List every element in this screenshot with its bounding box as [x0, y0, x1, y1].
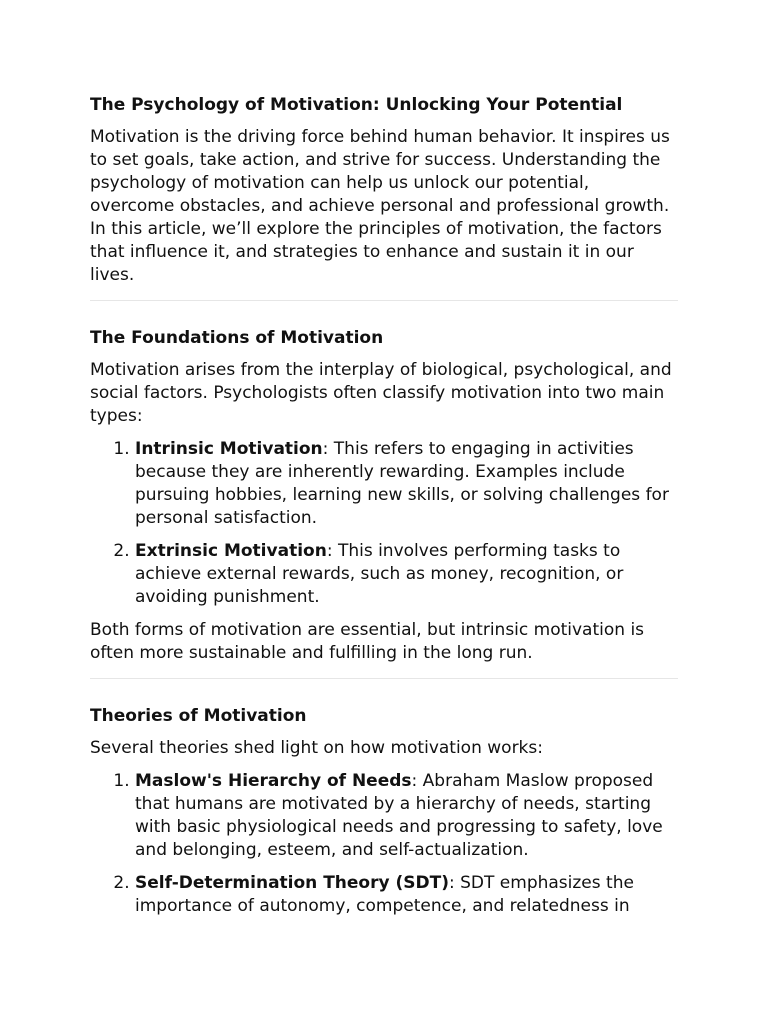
- list-item: [135, 770, 678, 862]
- theories-heading: Theories of Motivation: [90, 706, 307, 726]
- foundations-conclusion: Both forms of motivation are essential, but intrinsic motivation is often more sustainable and fulfilling in the long run.: [90, 620, 645, 663]
- theories-list: [90, 770, 678, 918]
- foundations-intro: Motivation arises from the interplay of biological, psychological, and social factors. Psychologists often classify motivation into two main types:: [90, 360, 672, 426]
- list-item-text: : Abraham Maslow proposed that humans are motivated by a hierarchy of needs, starting with basic physiological needs and progressing to safety, love and belonging, esteem, and self-actualization.: [135, 771, 663, 860]
- article-intro: Motivation is the driving force behind human behavior. It inspires us to set goals, take action, and strive for success. Understanding the psychology of motivation can help us unlock our potential, overcome obstacles, and achieve personal and professional growth. In this article, we’ll explore the principles of motivation, the factors that influence it, and strategies to enhance and sustain it in our lives.: [90, 127, 670, 285]
- list-item-text: : SDT emphasizes the importance of autonomy, competence, and relatedness in: [135, 873, 634, 916]
- motivation-types-list: [90, 438, 678, 609]
- foundations-heading: The Foundations of Motivation: [90, 328, 384, 348]
- list-item-term: Self-Determination Theory (SDT): [135, 873, 449, 893]
- list-item: [135, 872, 678, 918]
- list-item-text: : This involves performing tasks to achieve external rewards, such as money, recognition, or avoiding punishment.: [135, 541, 624, 607]
- section-divider: [90, 678, 678, 679]
- list-item-term: Extrinsic Motivation: [135, 541, 327, 561]
- list-item: [135, 540, 678, 609]
- list-item-term: Maslow's Hierarchy of Needs: [135, 771, 412, 791]
- list-item-term: Intrinsic Motivation: [135, 439, 323, 459]
- article-title: The Psychology of Motivation: Unlocking Your Potential: [90, 95, 623, 115]
- list-item: [135, 438, 678, 530]
- theories-intro: Several theories shed light on how motivation works:: [90, 738, 543, 758]
- section-divider: [90, 300, 678, 301]
- list-item-text: : This refers to engaging in activities because they are inherently rewarding. Examples include pursuing hobbies, learning new skills, or solving challenges for personal satisfaction.: [135, 439, 669, 528]
